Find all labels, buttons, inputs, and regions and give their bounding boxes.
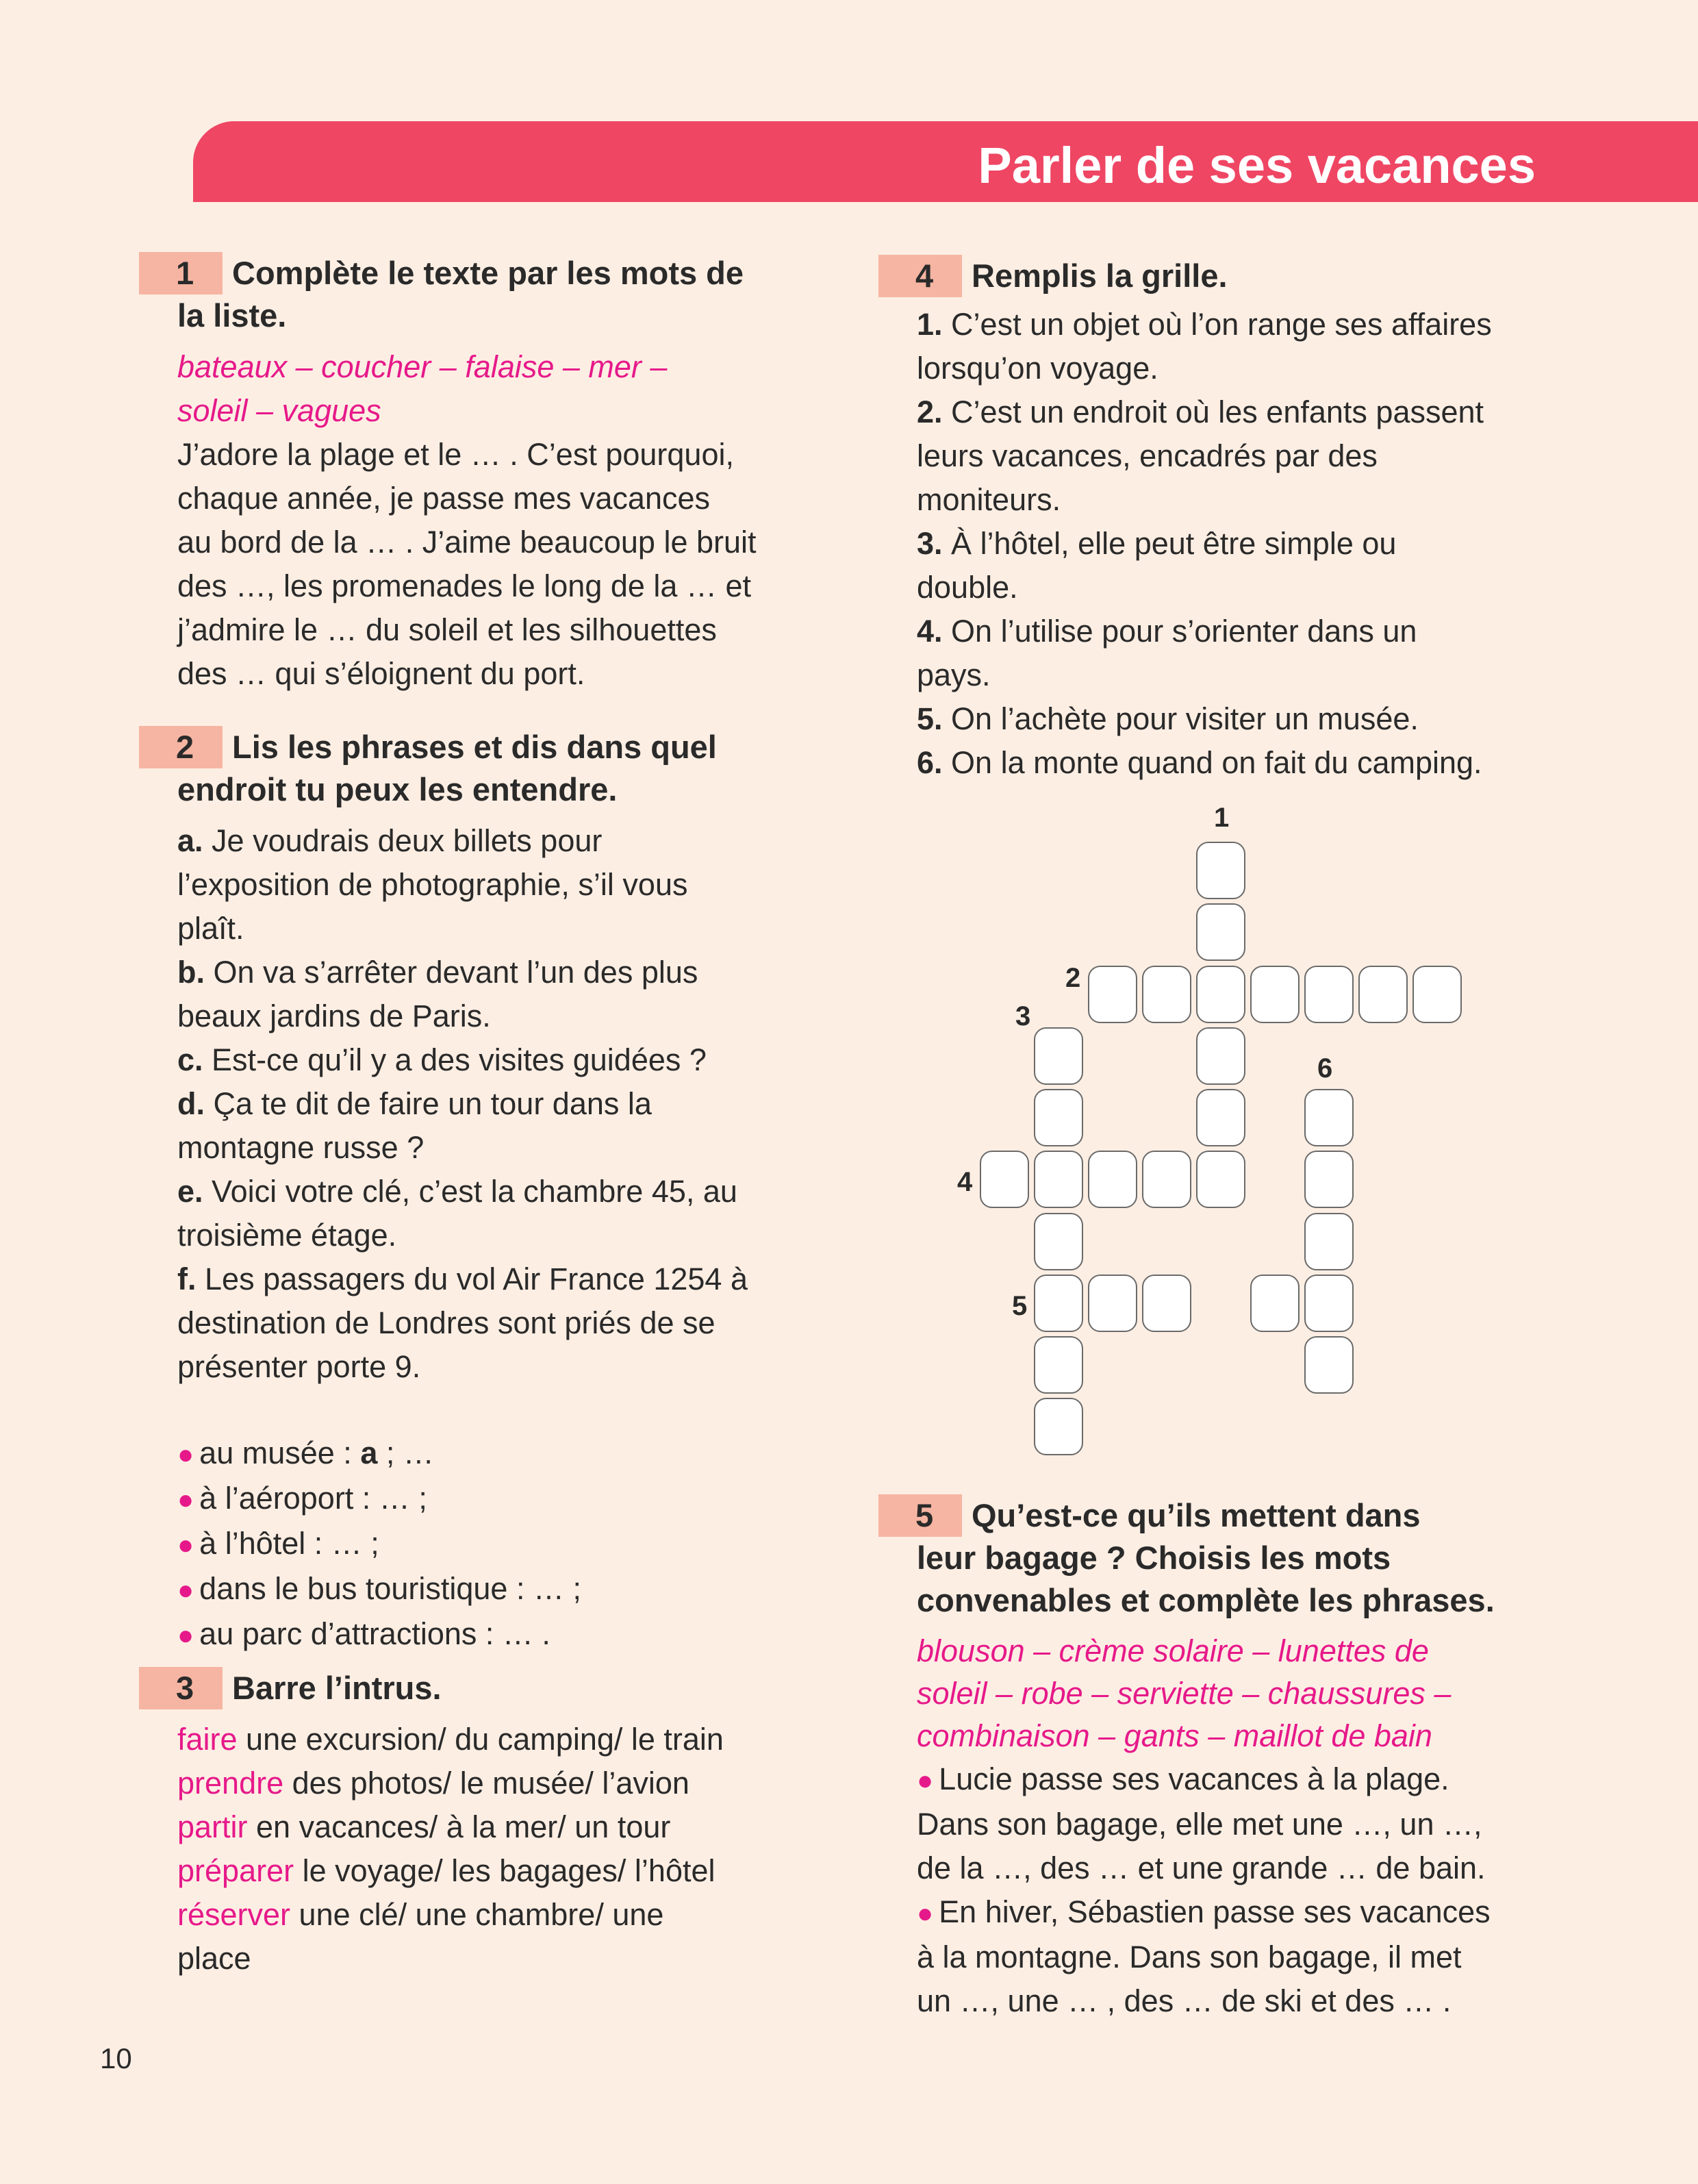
crossword-cell[interactable]	[1034, 1027, 1083, 1085]
exercise-1-title-2: la liste.	[177, 297, 287, 334]
crossword-cell[interactable]	[1304, 1275, 1354, 1332]
bullet-icon: ●	[177, 1575, 194, 1605]
crossword-cell[interactable]	[1196, 966, 1245, 1023]
grid-label-4: 4	[957, 1167, 973, 1197]
crossword-cell[interactable]	[1196, 903, 1245, 961]
exercise-2-number: 2	[139, 726, 223, 768]
crossword-cell[interactable]	[1034, 1089, 1083, 1146]
crossword-cell[interactable]	[1250, 1275, 1300, 1332]
crossword-cell[interactable]	[1142, 966, 1191, 1023]
exercise-5-title: Qu’est-ce qu’ils mettent dans	[972, 1497, 1421, 1533]
exercise-2-sentences: a. Je voudrais deux billets pour l’exposition de photographie, s’il vous plaît. b. On va s’arrêter devant l’un des plus beaux jardins de Paris. c. Est-ce qu’il y a des visites guidées ? d. Ça te dit de faire un tour dans la montagne russe ? e. Voici votre clé, c’est la chambre 45, au troisième étage. f. Les passagers du vol Air France 1254 à destination de Londres sont priés de se présenter porte 9.	[177, 823, 748, 1384]
crossword-cell[interactable]	[1034, 1275, 1083, 1332]
crossword-cell[interactable]	[1304, 966, 1354, 1023]
crossword-cell[interactable]	[1034, 1398, 1083, 1455]
exercise-2	[177, 726, 807, 1657]
crossword-cell[interactable]	[1250, 966, 1300, 1023]
crossword-cell[interactable]	[1088, 1275, 1137, 1332]
exercise-3-number: 3	[139, 1667, 223, 1709]
grid-label-2: 2	[1065, 963, 1081, 993]
crossword-cell[interactable]	[1304, 1089, 1354, 1146]
exercise-3-rows: faire une excursion/ du camping/ le train prendre des photos/ le musée/ l’avion partir en vacances/ à la mer/ un tour préparer le voyage/ les bagages/ l’hôtel réserver une clé/ une chambre/ une place	[177, 1722, 724, 1976]
left-column	[177, 252, 807, 1981]
crossword-cell[interactable]	[1304, 1336, 1354, 1394]
right-column	[917, 255, 1560, 785]
page-number: 10	[100, 2042, 132, 2074]
exercise-2-heading	[177, 726, 807, 811]
crossword-cell[interactable]	[1196, 842, 1245, 899]
exercise-4-number: 4	[878, 255, 962, 297]
exercise-5-number: 5	[878, 1494, 962, 1537]
bullet-icon: ●	[177, 1620, 194, 1650]
crossword-cell[interactable]	[980, 1151, 1029, 1208]
exercise-1-text: J’adore la plage et le … . C’est pourquoi, chaque année, je passe mes vacances au bord de la … . J’aime beaucoup le bruit des …, les promenades le long de la … et j’admire le … du soleil et les silhouettes des … qui s’éloignent du port.	[177, 437, 757, 691]
crossword-cell[interactable]	[1412, 966, 1462, 1023]
crossword-cell[interactable]	[1358, 966, 1408, 1023]
exercise-2-title-2: endroit tu peux les entendre.	[177, 771, 618, 807]
crossword-cell[interactable]	[1304, 1213, 1354, 1270]
header-banner	[193, 121, 1698, 202]
exercise-4	[917, 255, 1560, 785]
exercise-3-heading	[177, 1667, 807, 1709]
exercise-5-words: blouson – crème solaire – lunettes de soleil – robe – serviette – chaussures – combinaison – gants – maillot de bain	[917, 1633, 1452, 1753]
crossword-cell[interactable]	[1088, 966, 1137, 1023]
exercise-4-heading	[917, 255, 1560, 297]
exercise-1-number: 1	[139, 252, 223, 294]
exercise-3-title: Barre l’intrus.	[232, 1670, 442, 1706]
crossword-cell[interactable]	[1034, 1336, 1083, 1394]
exercise-4-clues: 1. C’est un objet où l’on range ses affaires lorsqu’on voyage. 2. C’est un endroit où les enfants passent leurs vacances, encadrés par des moniteurs. 3. À l’hôtel, elle peut être simple ou double. 4. On l’utilise pour s’orienter dans un pays. 5. On l’achète pour visiter un musée. 6. On la monte quand on fait du camping.	[917, 307, 1492, 780]
crossword-cell[interactable]	[1142, 1151, 1191, 1208]
crossword-cell[interactable]	[1034, 1213, 1083, 1270]
crossword-cell[interactable]	[1196, 1151, 1245, 1208]
exercise-1-heading	[177, 252, 807, 337]
grid-label-5: 5	[1012, 1291, 1028, 1321]
exercise-3	[177, 1667, 807, 1981]
bullet-icon: ●	[177, 1485, 194, 1515]
crossword-cell[interactable]	[1088, 1151, 1137, 1208]
exercise-1-words: bateaux – coucher – falaise – mer – soleil – vagues	[177, 349, 668, 428]
bullet-icon: ●	[177, 1530, 194, 1560]
exercise-5	[917, 1494, 1560, 2023]
grid-label-3: 3	[1015, 1001, 1031, 1031]
crossword-cell[interactable]	[1142, 1275, 1191, 1332]
exercise-1-title: Complète le texte par les mots de	[232, 255, 744, 291]
exercise-1	[177, 252, 807, 696]
exercise-5-text: ● Lucie passe ses vacances à la plage. Dans son bagage, elle met une …, un …, de la …, des … et une grande … de bain. ● En hiver, Sébastien passe ses vacances à la montagne. Dans son bagage, il met un …, une … , des … de ski et des … .	[917, 1761, 1491, 2018]
crossword-cell[interactable]	[1196, 1089, 1245, 1146]
crossword-cell[interactable]	[1034, 1151, 1083, 1208]
exercise-5-heading: 5 Qu’est-ce qu’ils mettent dans leur bagage ? Choisis les mots convenables et complète les phrases.	[917, 1494, 1560, 1622]
exercise-2-title: Lis les phrases et dis dans quel	[232, 729, 717, 765]
crossword-cell[interactable]	[1304, 1151, 1354, 1208]
exercise-4-title: Remplis la grille.	[972, 258, 1228, 294]
page-title: Parler de ses vacances	[978, 137, 1536, 194]
grid-label-1: 1	[1214, 803, 1230, 833]
grid-label-6: 6	[1317, 1053, 1333, 1083]
exercise-2-places: ● au musée : a ; … ● à l’aéroport : … ; ● à l’hôtel : … ; ● dans le bus touristique : … ; ● au parc d’attractions : … .	[177, 1435, 581, 1651]
crossword-cell[interactable]	[1196, 1027, 1245, 1085]
bullet-icon: ●	[177, 1440, 194, 1470]
bullet-icon: ●	[917, 1766, 934, 1796]
bullet-icon: ●	[917, 1898, 934, 1929]
